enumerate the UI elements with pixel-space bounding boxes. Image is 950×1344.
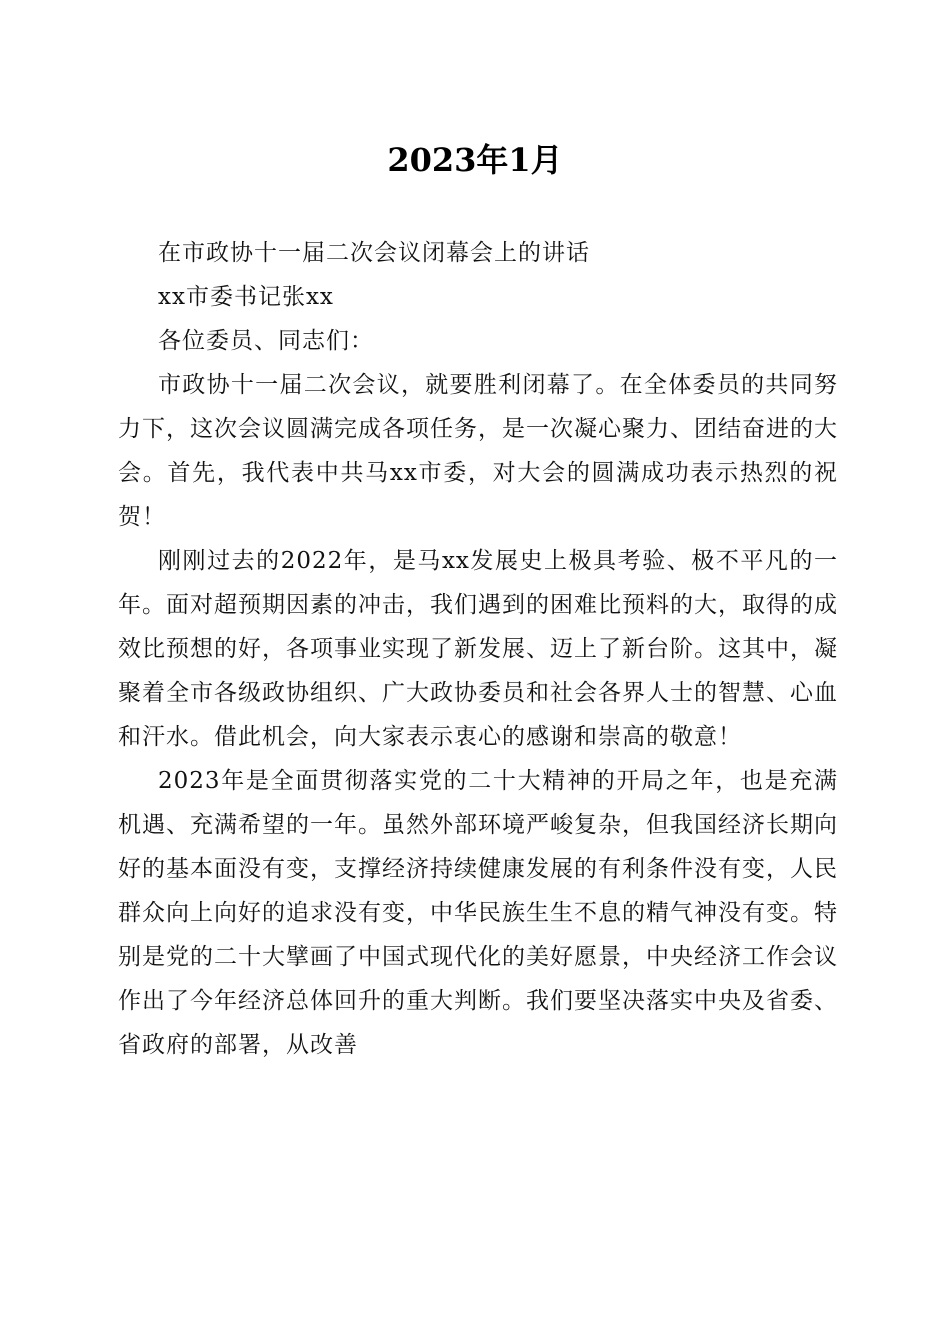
paragraph: 2023年是全面贯彻落实党的二十大精神的开局之年，也是充满机遇、充满希望的一年。虽然外部环境严峻复杂，但我国经济长期向好的基本面没有变，支撑经济持续健康发展的有利条件没有变，人民群众向上向好的追求没有变，中华民族生生不息的精气神没有变。特别是党的二十大擘画了中国式现代化的美好愿景，中央经济工作会议作出了今年经济总体回升的重大判断。我们要坚决落实中央及省委、省政府的部署，从改善 xyxy=(118,768,838,1058)
document-body xyxy=(118,231,838,1067)
salutation: 各位委员、同志们： xyxy=(158,328,374,354)
speech-title: 在市政协十一届二次会议闭幕会上的讲话 xyxy=(158,240,590,266)
paragraph: 市政协十一届二次会议，就要胜利闭幕了。在全体委员的共同努力下，这次会议圆满完成各项任务，是一次凝心聚力、团结奋进的大会。首先，我代表中共马xx市委，对大会的圆满成功表示热烈的祝贺！ xyxy=(118,372,838,530)
speaker-line: xx市委书记张xx xyxy=(158,284,334,310)
date-heading: 2023年1月 xyxy=(387,141,563,179)
paragraph: 刚刚过去的2022年，是马xx发展史上极具考验、极不平凡的一年。面对超预期因素的冲击，我们遇到的困难比预料的大，取得的成效比预想的好，各项事业实现了新发展、迈上了新台阶。这其中，凝聚着全市各级政协组织、广大政协委员和社会各界人士的智慧、心血和汗水。借此机会，向大家表示衷心的感谢和崇高的敬意！ xyxy=(118,548,838,750)
